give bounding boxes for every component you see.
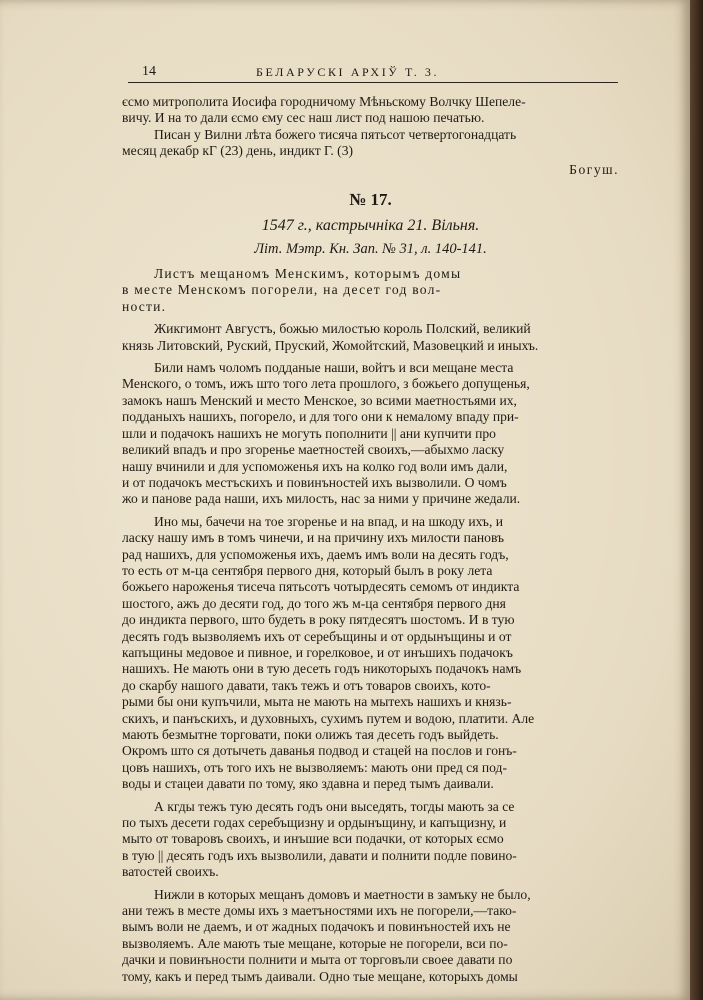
paragraph: [122, 321, 619, 354]
text-line: месяц декабр кГ (23) день, индикт Г. (3): [122, 143, 354, 159]
text-line: вызволяемъ. Але мають тые мещане, которые не погорели, вси по-: [122, 935, 508, 951]
text-line: до индикта первого, што будеть в року пятдесятъ шостомъ. И в тую: [122, 612, 515, 628]
signature: Богуш.: [569, 161, 619, 177]
text-line: в тую || десять годъ ихъ вызволили, давати и полнити подле повино-: [122, 847, 517, 863]
text-line: мають безмытне торговати, поки олижъ тая десеть годъ выйдеть.: [122, 727, 499, 742]
document-date-place: 1547 г., кастрычніка 21. Вільня.: [261, 217, 480, 235]
text-line: нашу вчинили и для успоможенья ихъ на колко год воли имъ дали,: [122, 458, 508, 474]
text-line: ани тежъ в месте домы ихъ з маетъностями ихъ не погорели,—тако-: [122, 903, 517, 919]
text-line: шли и подачокъ нашихъ не могуть пополнити || ани купчити про: [122, 425, 496, 441]
text-line: шостого, ажъ до десяти год, до того жъ м-ца сентября первого дня: [122, 595, 506, 611]
document-text: [122, 321, 619, 985]
text-line: подданыхъ нашихъ, погорело, и для того они к немалому впаду при-: [122, 409, 519, 425]
text-line: нашихъ. Не мають они в тую десеть годъ никоторыхъ подачокъ намъ: [122, 661, 522, 677]
text-line: Били намъ чоломъ подданые наши, войтъ и вси мещане места: [154, 360, 514, 376]
paragraph: [122, 360, 619, 508]
intro-text: [122, 94, 619, 160]
text-line: то есть от м-ца сентября первого дня, который былъ в року лета: [122, 562, 493, 578]
document-source: Літ. Мэтр. Кн. Зап. № 31, л. 140-141.: [254, 241, 487, 258]
book-binding-edge: [690, 0, 703, 1000]
title-line: в месте Менскомъ погорели, на десет год вол-: [122, 282, 442, 298]
text-line: мыто от товаровъ своихъ, и инъшие вси подачки, от которых єсмо: [122, 831, 504, 847]
text-line: князь Литовский, Руский, Пруский, Жомойтский, Мазовецкий и иныхъ.: [122, 337, 539, 353]
document-title: [122, 266, 619, 315]
text-line: А кгды тежъ тую десять годъ они выседять, тогды мають за се: [154, 798, 515, 814]
running-title: БЕЛАРУСКІ АРХІЎ Т. 3.: [256, 65, 440, 79]
text-line: Писан у Вилни лѣта божего тисяча пятьсот четвертогонадцать: [154, 126, 517, 142]
paragraph: [122, 514, 619, 793]
page-header: [128, 62, 618, 83]
text-line: замокъ нашъ Менский и место Менское, зо всими маетностьями их,: [122, 392, 517, 408]
text-line: вичу. И на то дали єсмо єму сес наш лист под нашою печатью.: [122, 110, 485, 126]
text-line: рыми бы они купъчили, мыта не мають на мытехъ нашихъ и князь-: [122, 694, 512, 710]
title-line: Листъ мещаномъ Менскимъ, которымъ домы: [154, 266, 462, 282]
text-line: до скарбу нашого давати, такъ тежъ и отъ товаров своихъ, кото-: [122, 677, 491, 693]
text-line: Жикгимонт Августъ, божью милостью король Полский, великий: [154, 321, 531, 337]
text-line: воды и стацеи давати по тому, яко здавна и перед тымъ даивали.: [122, 776, 494, 792]
text-line: Ино мы, бачечи на тое згоренье и на впад, и на шкоду ихъ, и: [154, 513, 504, 529]
page-body: [122, 94, 619, 985]
text-line: великий впадъ и про згоренье маетностей своихъ,—абыхмо ласку: [122, 442, 505, 458]
text-line: Менского, о томъ, ижъ што того лета прошлого, з божьего допущенья,: [122, 376, 530, 392]
paragraph: [122, 799, 619, 881]
text-line: Нижли в которых мещанъ домовъ и маетности в замъку не было,: [154, 886, 531, 902]
text-line: єсмо митрополита Иосифа городничому Мѣньскому Волчку Шепеле-: [122, 94, 526, 109]
text-line: тому, какъ и перед тымъ даивали. Одно тые мещане, которыхъ домы: [122, 968, 518, 984]
text-line: вымъ воли не даемъ, и от жадных подачокъ и повинъностей ихъ не: [122, 919, 511, 935]
text-line: и от подачокъ местъскихъ и повинъностей ихъ вызволили. О чомъ: [122, 474, 507, 490]
page-number: 14: [142, 64, 156, 79]
text-line: скихъ, и панъскихъ, и духовныхъ, сухимъ путем и водою, платити. Але: [122, 710, 535, 726]
document-number: № 17.: [349, 190, 392, 210]
text-line: ласку нашу имъ в томъ чинечи, и на причину ихъ милости пановъ: [122, 530, 505, 546]
text-line: рад нашихъ, для успоможенья ихъ, даемъ имъ воли на десять годъ,: [122, 546, 509, 562]
text-line: божьего нароженья тисеча пятьсотъ чотырдесять семомъ от индикта: [122, 579, 520, 595]
text-line: дачки и повинъности полнити и мыта от торговъли своее давати по: [122, 952, 513, 968]
text-line: по тыхъ десети годах серебъщизну и ордынъщину, и капъщизну, и: [122, 815, 507, 831]
title-line: ности.: [122, 298, 167, 314]
text-line: жо и панове рада наши, ихъ милость, нас за ними у причине жедали.: [122, 491, 521, 507]
text-line: Окромъ што ся дотычеть даванья подвод и стацей на послов и гонъ-: [122, 743, 517, 759]
paragraph: [122, 887, 619, 985]
text-line: ватостей своихъ.: [122, 864, 219, 880]
text-line: десять годъ вызволяемъ ихъ от серебъщины и от ордынъщины и от: [122, 628, 512, 644]
text-line: цовъ нашихъ, отъ того ихъ не вызволяемъ: мають они пред ся под-: [122, 759, 507, 775]
text-line: капъщины медовое и пивное, и горелковое, и от инъшихъ подачокъ: [122, 644, 513, 660]
